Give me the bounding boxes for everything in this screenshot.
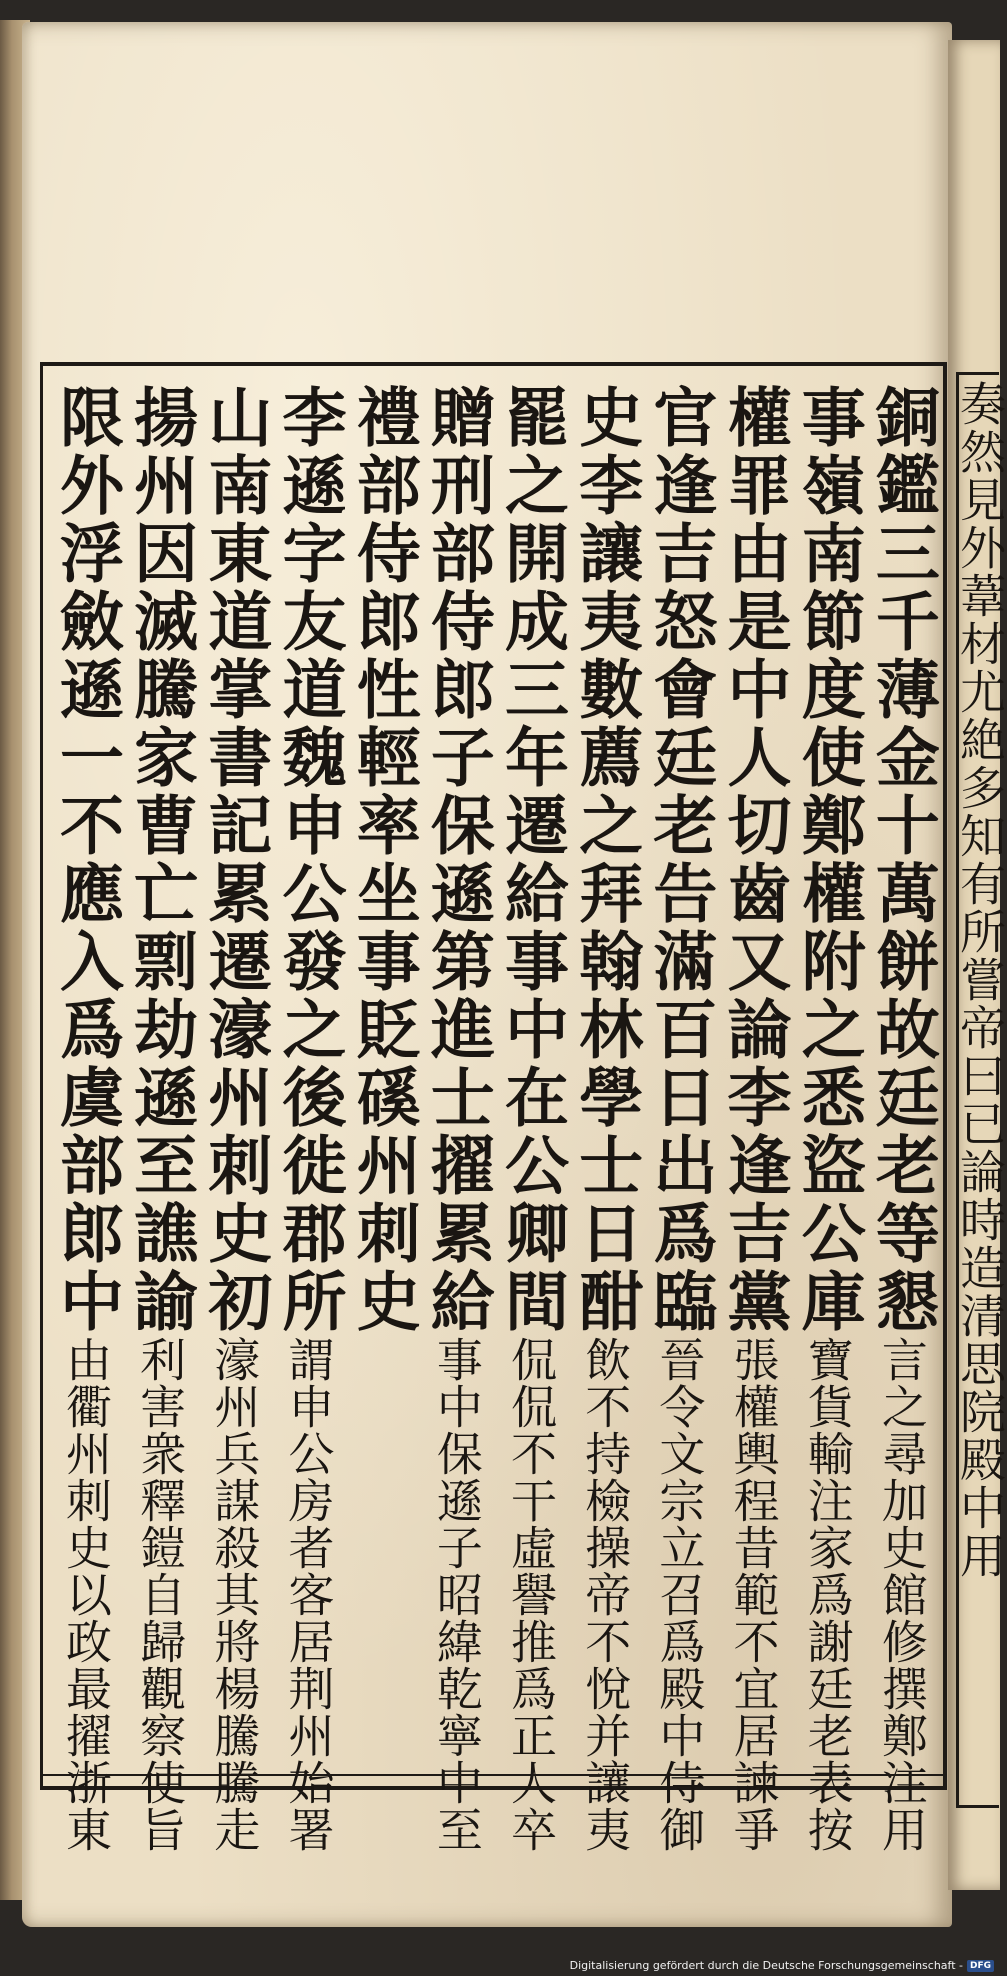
column-note-text: 利害衆釋鎧自歸觀察使旨: [133, 1336, 188, 1853]
text-column-2: [790, 384, 866, 1853]
digitization-credit: [570, 1959, 994, 1972]
column-main-text: 贈刑部侍郎子保遜第進士擢累給: [419, 384, 495, 1336]
column-main-text: 山南東道掌書記累遷濠州刺史初: [197, 384, 273, 1336]
text-column-10: [197, 384, 273, 1853]
book-page: [22, 22, 952, 1927]
column-note-text: 事中保遜子昭緯乾寧中至: [429, 1336, 484, 1853]
column-note-text: 濠州兵謀殺其將楊騰騰走: [207, 1336, 262, 1853]
column-main-text: 李遜字友道魏申公發之後徙郡所: [271, 384, 347, 1336]
column-main-text: 官逢吉怒會廷老告滿百日出爲臨: [642, 384, 718, 1336]
column-main-text: 銅鑑三千薄金十萬餅故廷老等懇: [864, 384, 940, 1336]
text-column-4: [642, 384, 718, 1853]
column-main-text: 權罪由是中人切齒又論李逢吉黨: [716, 384, 792, 1336]
column-note-text: 晉令文宗立召爲殿中侍御: [652, 1336, 707, 1853]
text-column-3: [716, 384, 792, 1853]
column-note-text: 飲不持檢操帝不悅并讓夷: [578, 1336, 633, 1853]
text-column-12: [49, 384, 124, 1853]
text-column-6: [494, 384, 570, 1853]
next-page-edge: [948, 40, 1007, 1890]
column-main-text: 罷之開成三年遷給事中在公卿間: [494, 384, 570, 1336]
column-note-text: 由衢州刺史以政最擢浙東: [59, 1336, 113, 1853]
text-columns: [49, 384, 940, 1853]
column-note-text: 侃侃不干虛譽推爲正人卒: [504, 1336, 559, 1853]
column-note-text: 言之尋加史館修撰鄭注用: [874, 1336, 929, 1853]
column-note-text: 寶貨輸注家爲謝廷老表按: [800, 1336, 855, 1853]
text-column-7: [419, 384, 495, 1853]
text-column-11: [123, 384, 199, 1853]
column-main-text: 事嶺南節度使鄭權附之悉盜公庫: [790, 384, 866, 1336]
text-column-8: [346, 384, 420, 1776]
column-main-text: 限外浮斂遜一不應入爲虞部郎中: [49, 384, 124, 1336]
credit-text: Digitalisierung gefördert durch die Deutsche Forschungsgemeinschaft -: [569, 1959, 963, 1972]
printed-frame: [40, 362, 947, 1853]
column-main-text: 史李讓夷數薦之拜翰林學士日酣: [568, 384, 644, 1336]
text-column-9: [271, 384, 347, 1853]
column-main-text: 禮部侍郎性輕率坐事貶磎州刺史: [345, 384, 421, 1336]
column-main-text: 揚州因滅騰家曹亡剽劫遜至譙諭: [123, 384, 199, 1336]
text-column-1: [864, 384, 940, 1853]
dfg-logo: DFG: [967, 1960, 994, 1972]
text-column-5: [568, 384, 644, 1853]
column-note-text: 張權輿程昔範不宜居諫爭: [726, 1336, 781, 1853]
next-page-column: 奏然見外葦材尤絶多知有所嘗帝曰已論時造清思院殿中用: [953, 380, 1007, 1580]
column-note-text: 謂申公房者客居荆州始署: [281, 1336, 336, 1853]
